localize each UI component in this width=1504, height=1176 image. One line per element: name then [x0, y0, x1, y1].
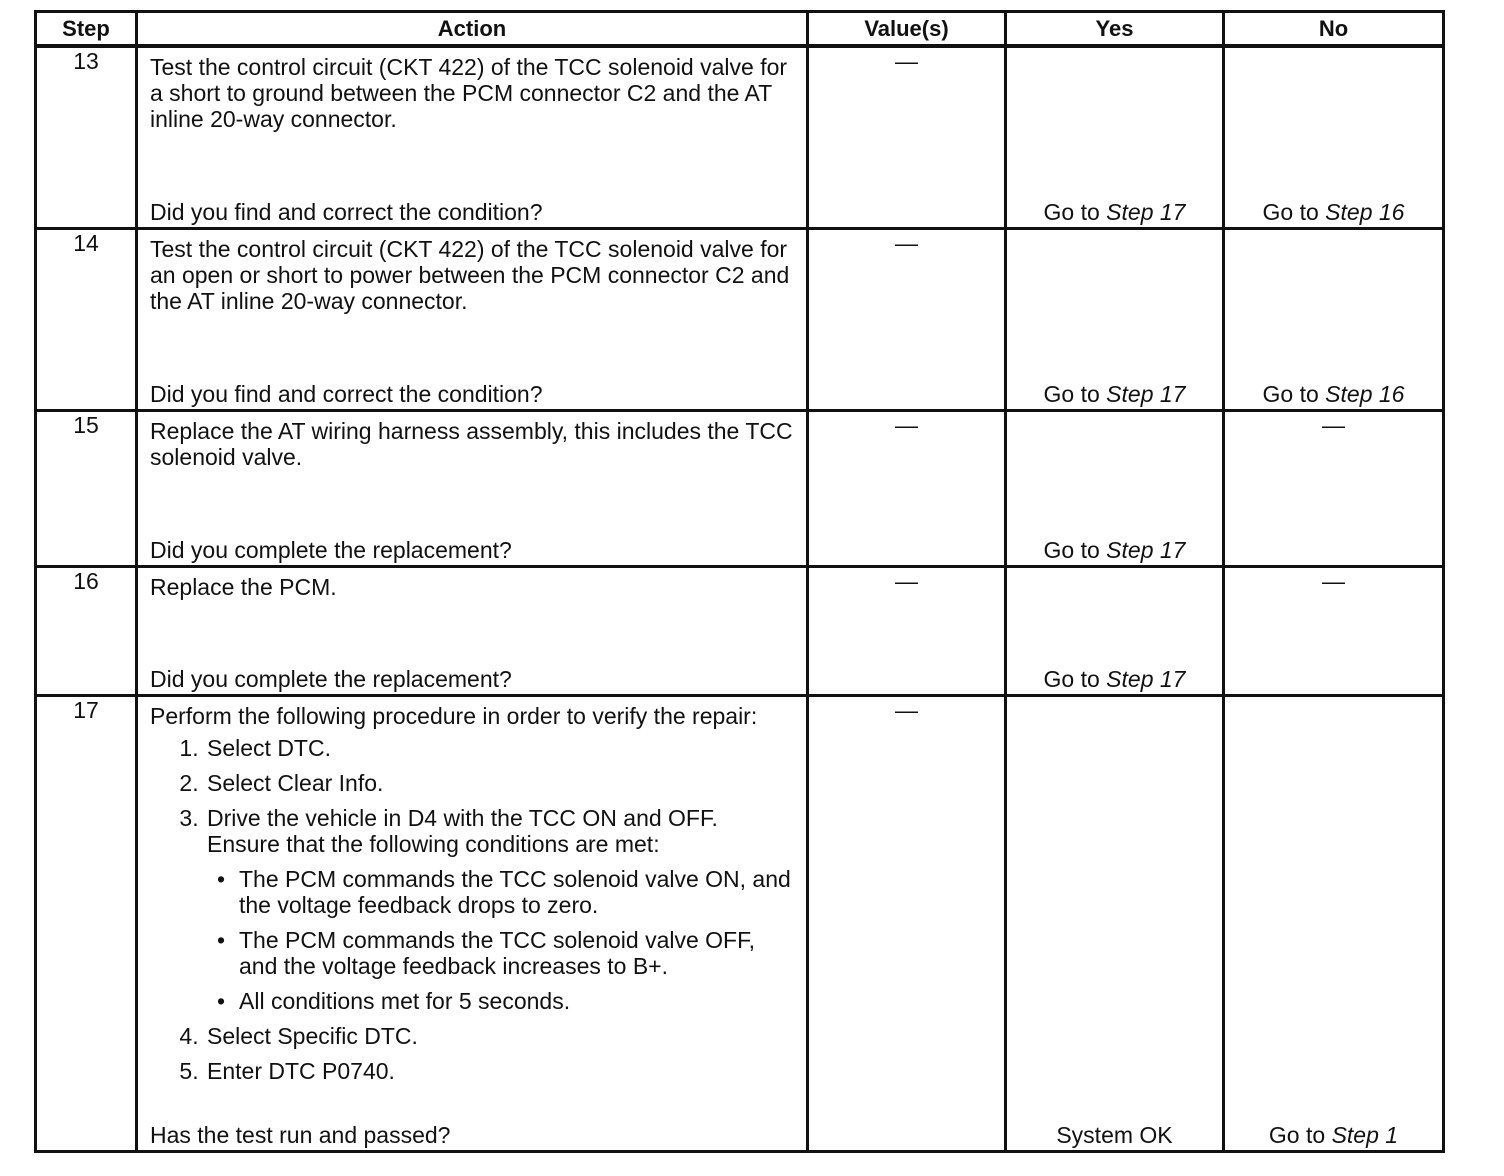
no-cell [1224, 567, 1444, 696]
procedure-item [205, 1023, 796, 1049]
header-yes: Yes [1006, 12, 1224, 47]
yes-result [1007, 381, 1222, 407]
action-question: Did you complete the replacement? [150, 537, 512, 563]
action-intro: Perform the following procedure in order to verify the repair: [150, 703, 758, 729]
yes-result: System OK [1056, 1122, 1173, 1148]
action-cell [137, 567, 808, 696]
no-result [1225, 381, 1442, 407]
header-row [36, 12, 1444, 47]
no-cell [1224, 229, 1444, 411]
value-dash: — [895, 568, 918, 594]
procedure-item-text: Drive the vehicle in D4 with the TCC ON and OFF. Ensure that the following conditions are met: [207, 805, 718, 857]
value-cell [808, 696, 1006, 1152]
procedure-item [205, 805, 796, 1014]
no-dash: — [1322, 568, 1345, 594]
procedure-item-text: Enter DTC P0740. [207, 1058, 395, 1084]
action-cell [137, 229, 808, 411]
header-no: No [1224, 12, 1444, 47]
action-cell [137, 411, 808, 567]
no-result [1225, 199, 1442, 225]
value-dash: — [895, 48, 918, 74]
no-step-ref: Step 1 [1331, 1122, 1399, 1148]
value-cell [808, 46, 1006, 229]
step-number: 13 [36, 46, 137, 229]
no-prefix: Go to [1268, 1122, 1332, 1148]
yes-prefix: Go to [1043, 381, 1107, 407]
no-step-ref: Step 16 [1325, 199, 1405, 225]
value-cell [808, 567, 1006, 696]
step-number: 16 [36, 567, 137, 696]
diagnostic-table [34, 10, 1445, 1153]
yes-step-ref: Step 17 [1106, 537, 1186, 563]
yes-result [1007, 537, 1222, 563]
procedure-item [205, 770, 796, 796]
condition-item: • The PCM commands the TCC solenoid valve OFF, and the voltage feedback increases to B+. [239, 927, 796, 979]
action-text: Replace the PCM. [150, 574, 337, 600]
procedure-item-text: Select DTC. [207, 735, 331, 761]
yes-step-ref: Step 17 [1106, 381, 1186, 407]
table-row-step-16 [36, 567, 1444, 696]
action-question: Did you complete the replacement? [150, 666, 512, 692]
condition-item: • All conditions met for 5 seconds. [239, 988, 796, 1014]
value-cell [808, 229, 1006, 411]
no-dash: — [1322, 412, 1345, 438]
action-question: Has the test run and passed? [150, 1122, 451, 1148]
header-step: Step [36, 12, 137, 47]
table-row-step-14 [36, 229, 1444, 411]
header-action: Action [137, 12, 808, 47]
table-row-step-17 [36, 696, 1444, 1152]
yes-prefix: Go to [1043, 537, 1107, 563]
action-cell [137, 46, 808, 229]
no-cell [1224, 46, 1444, 229]
action-cell [137, 696, 808, 1152]
step-number: 15 [36, 411, 137, 567]
action-procedure [150, 703, 796, 1093]
action-text: Test the control circuit (CKT 422) of the TCC solenoid valve for a short to ground between the PCM connector C2 and the AT inline 20-way connector. [150, 54, 788, 132]
yes-cell [1006, 229, 1224, 411]
condition-item: • The PCM commands the TCC solenoid valve ON, and the voltage feedback drops to zero. [239, 866, 796, 918]
yes-cell [1006, 46, 1224, 229]
yes-cell [1006, 696, 1224, 1152]
value-dash: — [895, 697, 918, 723]
header-values: Value(s) [808, 12, 1006, 47]
yes-result [1007, 199, 1222, 225]
action-text: Test the control circuit (CKT 422) of the TCC solenoid valve for an open or short to power between the PCM connector C2 and the AT inline 20-way connector. [150, 236, 790, 314]
yes-cell [1006, 567, 1224, 696]
yes-cell [1006, 411, 1224, 567]
yes-result [1007, 666, 1222, 692]
procedure-list [150, 735, 796, 1084]
step-number: 14 [36, 229, 137, 411]
no-prefix: Go to [1262, 381, 1326, 407]
action-question: Did you find and correct the condition? [150, 381, 543, 407]
no-step-ref: Step 16 [1325, 381, 1405, 407]
procedure-item-text: Select Specific DTC. [207, 1023, 418, 1049]
procedure-item [205, 1058, 796, 1084]
value-dash: — [895, 412, 918, 438]
no-cell [1224, 696, 1444, 1152]
no-result [1225, 1122, 1442, 1148]
yes-step-ref: Step 17 [1106, 666, 1186, 692]
yes-prefix: Go to [1043, 199, 1107, 225]
no-prefix: Go to [1262, 199, 1326, 225]
value-dash: — [895, 230, 918, 256]
value-cell [808, 411, 1006, 567]
yes-prefix: Go to [1043, 666, 1107, 692]
step-number: 17 [36, 696, 137, 1152]
action-text: Replace the AT wiring harness assembly, this includes the TCC solenoid valve. [150, 418, 793, 470]
table-row-step-15 [36, 411, 1444, 567]
conditions-list [207, 866, 796, 1014]
procedure-item [205, 735, 796, 761]
table-row-step-13 [36, 46, 1444, 229]
yes-step-ref: Step 17 [1106, 199, 1186, 225]
procedure-item-text: Select Clear Info. [207, 770, 384, 796]
action-question: Did you find and correct the condition? [150, 199, 543, 225]
no-cell [1224, 411, 1444, 567]
